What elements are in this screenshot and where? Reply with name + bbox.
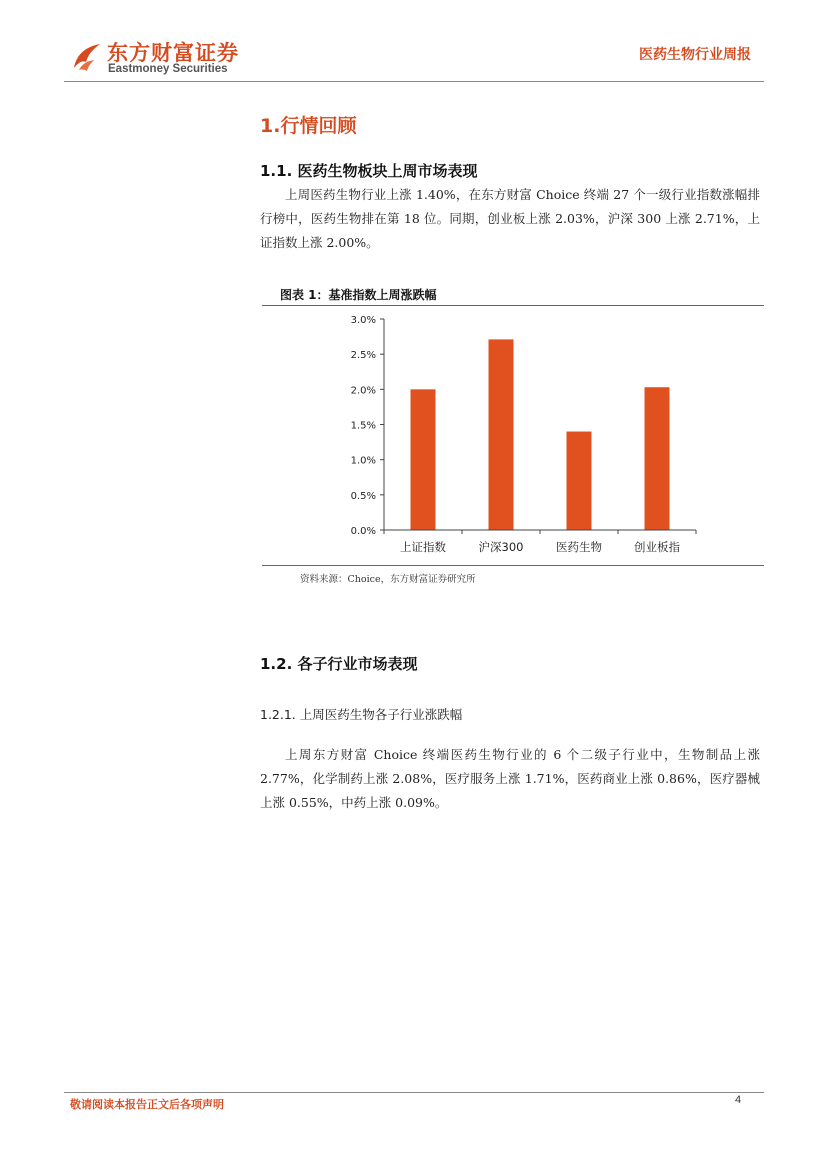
logo-wordmark-cn: 东方财富证券 [107, 41, 239, 65]
x-tick-label: 创业板指 [634, 540, 680, 554]
header-divider [64, 81, 764, 82]
bar-2 [489, 339, 514, 530]
bar-1 [411, 389, 436, 530]
y-tick-label: 0.5% [350, 490, 376, 502]
y-tick-label: 0.0% [350, 526, 376, 537]
subsection-heading-1-2: 1.2. 各子行业市场表现 [260, 655, 418, 673]
x-tick-label: 医药生物 [556, 540, 602, 554]
bar-4 [645, 387, 670, 530]
y-tick-label: 1.0% [350, 455, 376, 467]
y-tick-label: 3.0% [350, 315, 376, 326]
footer-disclaimer: 敬请阅读本报告正文后各项声明 [70, 1098, 224, 1111]
paragraph-text: 上周东方财富 Choice 终端医药生物行业的 6 个二级子行业中，生物制品上涨 2.77%，化学制药上涨 2.08%，医疗服务上涨 1.71%，医药商业上涨 0.86%，医疗器械上涨 0.55%，中药上涨 0.09%。 [260, 747, 760, 810]
figure-title: 图表 1：基准指数上周涨跌幅 [280, 288, 437, 302]
figure-bottom-rule [262, 565, 764, 566]
paragraph-text: 上周医药生物行业上涨 1.40%，在东方财富 Choice 终端 27 个一级行业指数涨幅排行榜中，医药生物排在第 18 位。同期，创业板上涨 2.03%，沪深 300 上涨 2.71%，上证指数上涨 2.00%。 [260, 187, 760, 250]
y-tick-label: 1.5% [350, 420, 376, 432]
x-tick-label: 上证指数 [400, 540, 446, 554]
benchmark-index-bar-chart [262, 306, 764, 564]
subsection-heading-1-1: 1.1. 医药生物板块上周市场表现 [260, 162, 478, 180]
bar-3 [567, 432, 592, 530]
footer-divider [64, 1092, 764, 1093]
section-heading: 1.行情回顾 [260, 115, 357, 137]
paragraph-market-performance [260, 183, 760, 255]
eastmoney-logo-icon [70, 40, 104, 74]
page-number: 4 [735, 1094, 742, 1106]
x-tick-label: 沪深300 [478, 540, 524, 554]
y-tick-label: 2.5% [350, 350, 376, 362]
y-tick-label: 2.0% [350, 385, 376, 397]
logo-wordmark-en: Eastmoney Securities [108, 63, 228, 75]
subsubsection-heading-1-2-1: 1.2.1. 上周医药生物各子行业涨跌幅 [260, 707, 463, 722]
paragraph-subindustry-performance [260, 743, 760, 815]
report-type-title: 医药生物行业周报 [639, 47, 751, 63]
figure-source-note: 资料来源：Choice，东方财富证券研究所 [300, 574, 476, 585]
